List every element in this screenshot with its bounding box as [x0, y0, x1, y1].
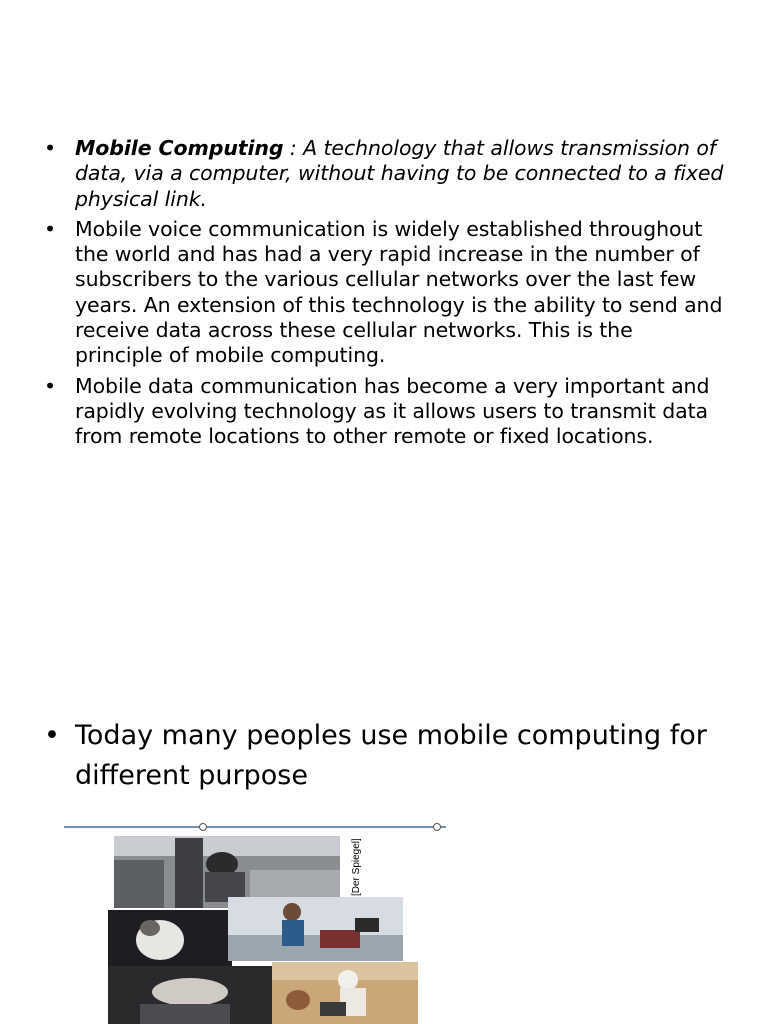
- photo-desert-laptop: [272, 962, 418, 1024]
- bullet-dot: •: [44, 720, 60, 751]
- voice-text: Mobile voice communication is widely established throughout the world and has had a very rapid increase in the number of subscribers to the various cellular networks over the last few years. An extension of this technology is the ability to send and receive data across these cellular networks. This is the principle of mobile computing.: [75, 216, 723, 368]
- bullet-dot: •: [44, 373, 56, 398]
- data-text: Mobile data communication has become a very important and rapidly evolving technology as it allows users to transmit data from remote locations to other remote or fixed locations.: [75, 373, 710, 449]
- photo-headset-person: [108, 910, 232, 968]
- bullet-dot: •: [44, 136, 56, 160]
- term-mobile-computing: Mobile Computing: [75, 136, 284, 160]
- photo-field-worker: [228, 897, 403, 961]
- photo-laptop-hands: [108, 966, 272, 1024]
- collage-caption: [Der Spiegel]: [351, 838, 362, 896]
- definition-text: : A technology that allows transmission of data, via a computer, without having to be connected to a fixed physical link.: [75, 136, 724, 211]
- bullet-dot: •: [44, 216, 56, 241]
- big-bullet-text: Today many peoples use mobile computing for different purpose: [75, 720, 707, 791]
